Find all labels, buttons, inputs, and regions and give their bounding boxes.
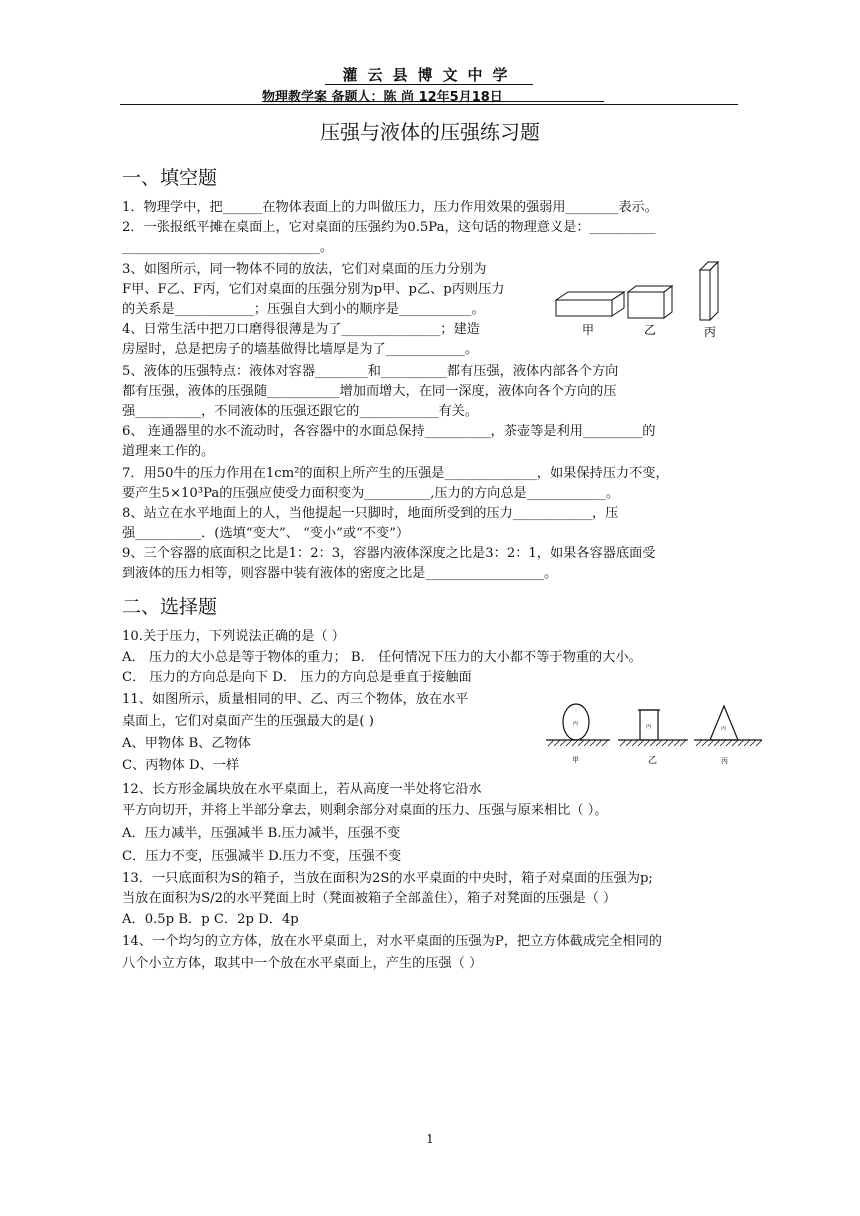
question-5-line-2: 都有压强，液体的压强随___________增加而增大，在同一深度，液体向各个方向的压 — [122, 384, 617, 399]
question-6-line-2: 道理来工作的。 — [122, 444, 215, 459]
question-11-line-1: 11、如图所示，质量相同的甲、乙、丙三个物体，放在水平 — [122, 692, 469, 707]
question-3-line-1: 3、如图所示，同一物体不同的放法，它们对桌面的压力分别为 — [122, 262, 487, 277]
question-11-options-ab: A、甲物体 B、乙物体 — [122, 736, 251, 751]
question-1: 1．物理学中，把______在物体表面上的力叫做压力，压力作用效果的强弱用________表示。 — [122, 200, 658, 215]
fig1-label-yi: 乙 — [644, 323, 657, 337]
question-6-line-1: 6、 连通器里的水不流动时，各容器中的水面总保持__________，茶壶等是利用_________的 — [122, 424, 656, 439]
fig2-label-jia: 甲 — [572, 756, 579, 764]
question-7-line-2: 要产生5×10³Pa的压强应使受力面积变为__________,压力的方向总是____________。 — [122, 486, 620, 501]
block-yi — [628, 292, 664, 318]
question-7-line-1: 7．用50牛的压力作用在1cm²的面积上所产生的压强是______________，如果保持压力不变， — [122, 466, 669, 481]
meta-underline — [262, 101, 604, 102]
fig1-label-bing: 丙 — [704, 325, 717, 339]
question-12-options-ab: A．压力减半，压强减半 B.压力减半，压强不变 — [122, 826, 401, 841]
object-bing — [710, 706, 738, 740]
school-underline — [325, 84, 533, 85]
question-13-options: A．0.5p B．p C．2p D．4p — [122, 912, 299, 927]
school-name: 灌云县博文中学 — [342, 66, 518, 84]
question-13-line-2: 当放在面积为S/2的水平凳面上时（凳面被箱子全部盖住），箱子对凳面的压强是（ ） — [122, 891, 617, 906]
question-9-line-1: 9、三个容器的底面积之比是1：2：3，容器内液体深度之比是3：2：1，如果各容器底面受 — [122, 546, 656, 561]
question-12-line-2: 平方向切开，并将上半部分拿去，则剩余部分对桌面的压力、压强与原来相比（ ）。 — [122, 803, 608, 818]
question-10-options-ab: A． 压力的大小总是等于物体的重力； B． 任何情况下压力的大小都不等于物重的大小。 — [122, 650, 642, 665]
question-8-line-2: 强__________．(选填“变大”、 “变小”或“不变”） — [122, 526, 410, 541]
header-rule — [120, 104, 738, 105]
block-jia — [556, 300, 612, 316]
question-3-line-3: 的关系是____________；压强自大到小的顺序是___________。 — [122, 302, 485, 317]
question-2-line-2: ______________________________。 — [122, 240, 333, 255]
page-number: 1 — [426, 1132, 434, 1146]
section-heading-fill: 一、填空题 — [122, 167, 218, 189]
question-11-options-cd: C、丙物体 D、一样 — [122, 758, 240, 773]
object-jia-label: 丙 — [573, 721, 579, 727]
question-8-line-1: 8、站立在水平地面上的人，当他提起一只脚时，地面所受到的压力____________，压 — [122, 506, 619, 521]
question-4-line-2: 房屋时，总是把房子的墙基做得比墙厚是为了____________。 — [122, 342, 479, 357]
figure-blocks — [552, 258, 732, 340]
fig1-label-jia: 甲 — [582, 323, 595, 337]
question-9-line-2: 到液体的压力相等，则容器中装有液体的密度之比是__________________。 — [122, 566, 558, 581]
question-12-options-cd: C．压力不变，压强减半 D.压力不变，压强不变 — [122, 849, 402, 864]
header-meta: 物理教学案 备题人：陈 尚 12年5月18日 — [262, 90, 503, 105]
question-5-line-3: 强__________，不同液体的压强还跟它的____________有关。 — [122, 404, 479, 419]
question-10-options-cd: C． 压力的方向总是向下 D． 压力的方向总是垂直于接触面 — [122, 670, 472, 685]
question-4-line-1: 4、日常生活中把刀口磨得很薄是为了_______________；建造 — [122, 322, 480, 337]
question-14-line-2: 八个小立方体，取其中一个放在水平桌面上，产生的压强（ ） — [122, 956, 483, 971]
fig2-label-yi: 乙 — [648, 756, 658, 766]
object-bing-label: 丙 — [721, 726, 727, 732]
question-3-line-2: F甲、F乙、F丙，它们对桌面的压强分别为p甲、p乙、p丙则压力 — [122, 282, 505, 297]
block-bing — [700, 270, 710, 320]
page-title: 压强与液体的压强练习题 — [320, 120, 540, 144]
question-11-line-2: 桌面上，它们对桌面产生的压强最大的是( ) — [122, 714, 374, 729]
question-10: 10.关于压力，下列说法正确的是（ ） — [122, 629, 345, 644]
object-yi-label: 丙 — [646, 724, 652, 730]
fig2-label-bing: 丙 — [721, 757, 728, 765]
question-14-line-1: 14、一个均匀的立方体，放在水平桌面上，对水平桌面的压强为P，把立方体截成完全相同的 — [122, 934, 662, 949]
question-13-line-1: 13．一只底面积为S的箱子，当放在面积为2S的水平桌面的中央时，箱子对桌面的压强为p; — [122, 871, 653, 886]
figure-objects — [544, 700, 766, 768]
section-heading-choice: 二、选择题 — [122, 596, 218, 618]
question-5-line-1: 5、液体的压强特点：液体对容器________和__________都有压强，液体内部各个方向 — [122, 364, 619, 379]
question-2-line-1: 2．一张报纸平摊在桌面上，它对桌面的压强约为0.5Pa，这句话的物理意义是：__________ — [122, 220, 656, 235]
question-12-line-1: 12、长方形金属块放在水平桌面上，若从高度一半处将它沿水 — [122, 782, 482, 797]
